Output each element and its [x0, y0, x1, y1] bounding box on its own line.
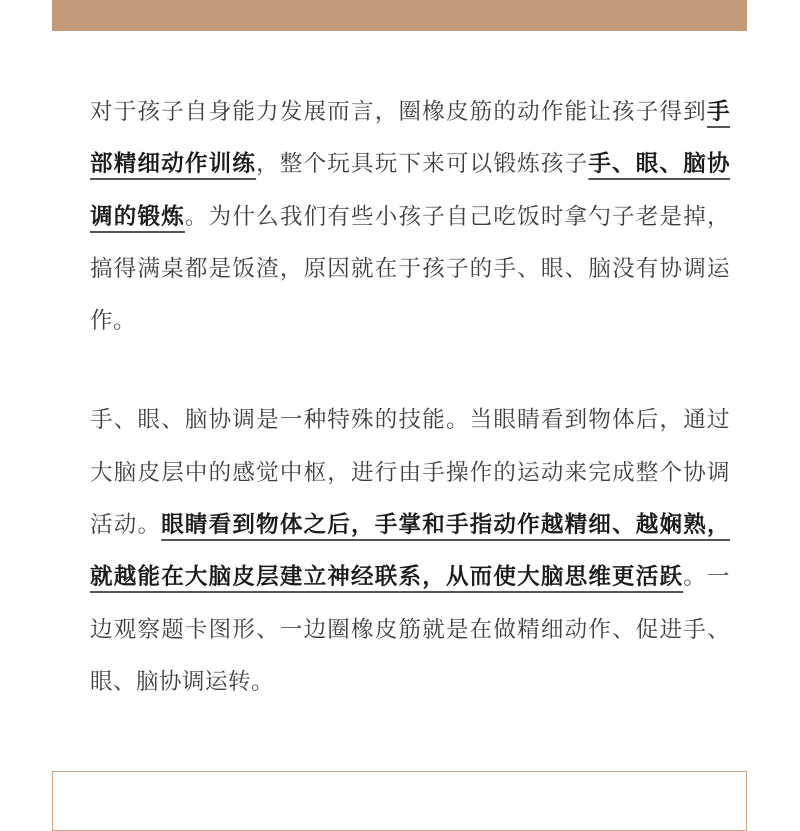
paragraph-text: 对于孩子自身能力发展而言，圈橡皮筋的动作能让孩子得到 [90, 99, 707, 125]
paragraph-text: 手、眼、脑协调是一种特殊的技能。当眼睛看到物体后，通过大脑皮层中的感觉中枢，进行由手操作的运动来完成整个协调活动。 [90, 407, 730, 539]
paragraph-2 [90, 394, 730, 708]
highlight-neural-connection: 眼睛看到物体之后，手掌和手指动作越精细、越娴熟，就越能在大脑皮层建立神经联系，从而使大脑思维更活跃 [90, 512, 730, 591]
paragraph-text: 。为什么我们有些小孩子自己吃饭时拿勺子老是掉，搞得满桌都是饭渣，原因就在于孩子的手、眼、脑没有协调运作。 [90, 203, 730, 335]
paragraph-text: 。一边观察题卡图形、一边圈橡皮筋就是在做精细动作、促进手、眼、脑协调运转。 [90, 564, 730, 695]
paragraph-1 [90, 86, 730, 347]
header-band [52, 0, 747, 31]
footer-box [52, 771, 747, 831]
highlight-hand-eye-brain: 手、眼、脑协调的锻炼 [90, 151, 730, 230]
article-body [90, 86, 730, 708]
highlight-fine-motor-training: 手部精细动作训练 [90, 99, 730, 178]
paragraph-text: ，整个玩具玩下来可以锻炼孩子 [256, 151, 589, 178]
